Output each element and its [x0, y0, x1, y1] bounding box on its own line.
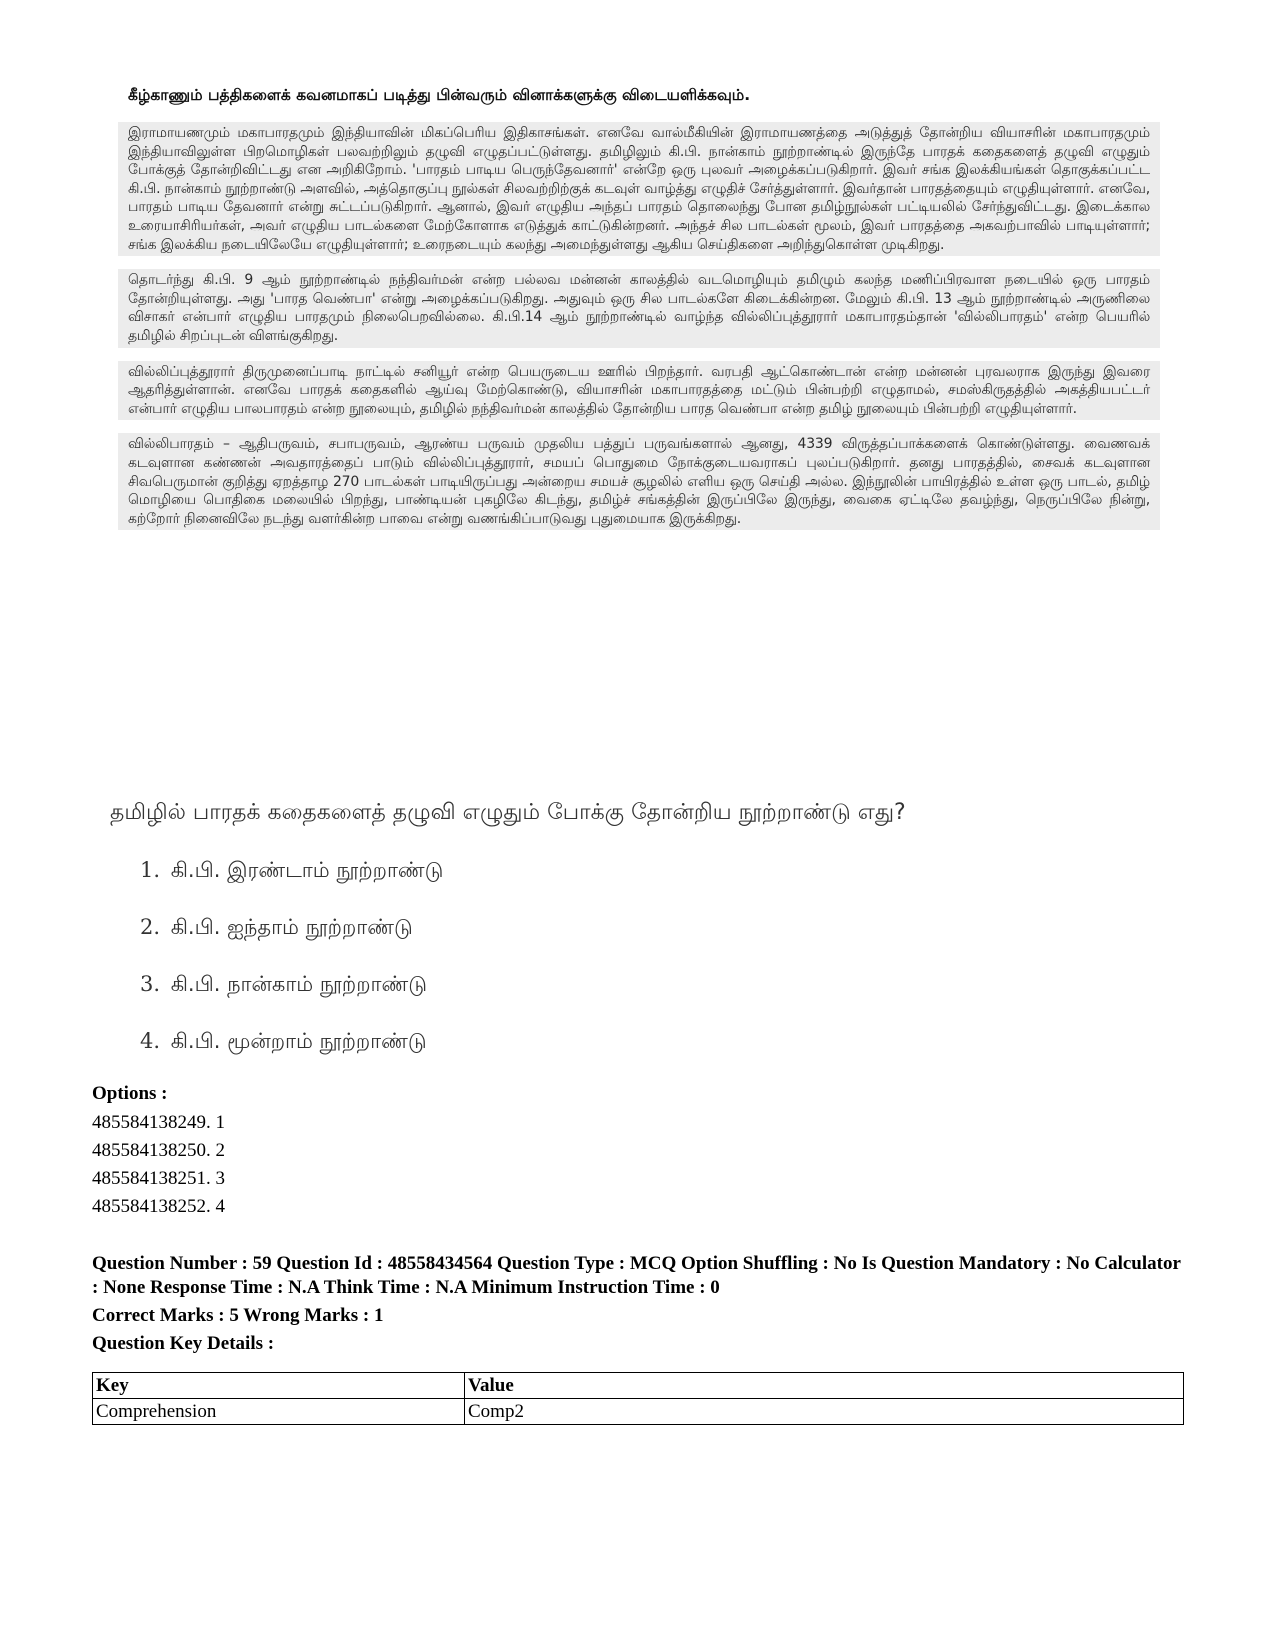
- question-meta: [92, 1252, 1182, 1360]
- table-header-value: Value: [465, 1373, 1184, 1399]
- option-id-line: 485584138252. 4: [92, 1196, 225, 1217]
- option-id-line: 485584138249. 1: [92, 1112, 225, 1133]
- table-header-key: Key: [93, 1373, 465, 1399]
- key-details-heading: Question Key Details :: [92, 1333, 275, 1354]
- choice-text: கி.பி. நான்காம் நூற்றாண்டு: [170, 972, 427, 996]
- choice-number: 3.: [140, 972, 161, 996]
- choice-item: [140, 858, 443, 915]
- choice-item: [140, 915, 443, 972]
- table-header-row: [93, 1373, 1184, 1399]
- table-cell-value: Comp2: [465, 1399, 1184, 1425]
- question-meta-line: Question Number : 59 Question Id : 48558434564 Question Type : MCQ Option Shuffling : No Is Question Mandatory : No Calculator : None Response Time : N.A Think Time : N.A Minimum Instruction Time : 0: [92, 1253, 1181, 1298]
- table-cell-key: Comprehension: [93, 1399, 465, 1425]
- choice-number: 4.: [140, 1029, 161, 1053]
- question-text: தமிழில் பாரதக் கதைகளைத் தழுவி எழுதும் போக்கு தோன்றிய நூற்றாண்டு எது?: [110, 800, 906, 825]
- marks-line: Correct Marks : 5 Wrong Marks : 1: [92, 1305, 384, 1326]
- table-row: [93, 1399, 1184, 1425]
- choice-text: கி.பி. ஐந்தாம் நூற்றாண்டு: [170, 915, 413, 939]
- passage-paragraph: வில்லிபாரதம் – ஆதிபருவம், சபாபருவம், ஆரண்ய பருவம் முதலிய பத்துப் பருவங்களால் ஆனது, 4339 விருத்தப்பாக்களைக் கொண்டுள்ளது. வைணவக் கடவுளான கண்ணன் அவதாரத்தைப் பாடும் வில்லிப்புத்தூரார், சமயப் பொதுமை நோக்குடையவராகப் புலப்படுகிறார். தனது பாரதத்தில், சைவக் கடவுளான சிவபெருமான் குறித்து ஏறத்தாழ 270 பாடல்கள் பாடியிருப்பது அன்றைய சமயச் சூழலில் எளிய ஒரு செய்தி அல்ல. இந்நூலின் பாயிரத்தில் உள்ள ஒரு பாடல், தமிழ் மொழியை பொதிகை மலையில் பிறந்து, பாண்டியன் புகழிலே கிடந்து, தமிழ்ச் சங்கத்தின் இருப்பிலே இருந்து, வைகை ஏட்டிலே தவழ்ந்து, நெருப்பிலே நின்று, கற்றோர் நினைவிலே நடந்து வளர்கின்ற பாவை என்று வணங்கிப்பாடுவது புதுமையாக இருக்கிறது.: [118, 433, 1160, 530]
- option-id-line: 485584138251. 3: [92, 1168, 225, 1189]
- choice-number: 2.: [140, 915, 161, 939]
- passage-paragraph: தொடர்ந்து கி.பி. 9 ஆம் நூற்றாண்டில் நந்திவர்மன் என்ற பல்லவ மன்னன் காலத்தில் வடமொழியும் தமிழும் கலந்த மணிப்பிரவாள நடையில் ஒரு பாரதம் தோன்றியுள்ளது. அது 'பாரத வெண்பா' என்று அழைக்கப்படுகிறது. அதுவும் ஒரு சில பாடல்களே கிடைக்கின்றன. மேலும் கி.பி. 13 ஆம் நூற்றாண்டில் அருணிலை விசாகர் என்பார் எழுதிய பாரதமும் நிலைபெறவில்லை. கி.பி.14 ஆம் நூற்றாண்டில் வாழ்ந்த வில்லிப்புத்தூரார் மகாபாரதம்தான் 'வில்லிபாரதம்' என்ற பெயரில் தமிழில் சிறப்புடன் விளங்குகிறது.: [118, 269, 1160, 347]
- options-block: [92, 1083, 225, 1221]
- choice-text: கி.பி. இரண்டாம் நூற்றாண்டு: [170, 858, 444, 882]
- choice-text: கி.பி. மூன்றாம் நூற்றாண்டு: [170, 1029, 427, 1053]
- option-id-line: 485584138250. 2: [92, 1140, 225, 1161]
- passage: [118, 86, 1160, 543]
- passage-paragraph: வில்லிப்புத்தூரார் திருமுனைப்பாடி நாட்டில் சனியூர் என்ற பெயருடைய ஊரில் பிறந்தார். வரபதி ஆட்கொண்டான் என்ற மன்னன் புரவலராக இருந்து இவரை ஆதரித்துள்ளான். எனவே பாரதக் கதைகளில் ஆய்வு மேற்கொண்டு, வியாசரின் மகாபாரதத்தை மட்டும் பின்பற்றி எழுதாமல், சமஸ்கிருதத்தில் அகத்தியபட்டர் என்பார் எழுதிய பாலபாரதம் என்ற நூலையும், தமிழில் நந்திவர்மன் காலத்தில் தோன்றிய பாரத வெண்பா என்ற தமிழ் நூலையும் பின்பற்றி எழுதியுள்ளார்.: [118, 361, 1160, 421]
- options-heading: Options :: [92, 1083, 168, 1104]
- choice-list: [140, 858, 443, 1086]
- choice-number: 1.: [140, 858, 161, 882]
- choice-item: [140, 972, 443, 1029]
- passage-paragraph: இராமாயணமும் மகாபாரதமும் இந்தியாவின் மிகப்பெரிய இதிகாசங்கள். எனவே வால்மீகியின் இராமாயணத்தை அடுத்துத் தோன்றிய வியாசரின் மகாபாரதமும் இந்தியாவிலுள்ள பிறமொழிகள் பலவற்றிலும் தழுவி எழுதப்பட்டுள்ளது. தமிழிலும் கி.பி. நான்காம் நூற்றாண்டில் இருந்தே பாரதக் கதைகளைத் தழுவி எழுதும் போக்குத் தோன்றிவிட்டது என அறிகிறோம். 'பாரதம் பாடிய பெருந்தேவனார்' என்றே ஒரு புலவர் அழைக்கப்படுகிறார். இவர் சங்க இலக்கியங்கள் தொகுக்கப்பட்ட கி.பி. நான்காம் நூற்றாண்டு அளவில், அத்தொகுப்பு நூல்கள் சிலவற்றிற்குக் கடவுள் வாழ்த்து எழுதிச் சேர்த்துள்ளார். இவர்தான் பாரதத்தையும் எழுதியுள்ளார். எனவே, பாரதம் பாடிய தேவனார் என்று சுட்டப்படுகிறார். ஆனால், இவர் எழுதிய அந்தப் பாரதம் தொலைந்து போன தமிழ்நூல்கள் பட்டியலில் சேர்ந்துவிட்டது. இடைக்கால உரையாசிரியர்கள், அவர் எழுதிய பாடல்களை மேற்கோளாக எடுத்துக் காட்டுகின்றனர். அந்தச் சில பாடல்கள் மூலம், இவர் பாரதத்தை அகவற்பாவில் பாடியுள்ளார்; சங்க இலக்கிய நடையிலேயே எழுதியுள்ளார்; உரைநடையும் கலந்து அமைந்துள்ளது ஆகிய செய்திகளை அறிந்துகொள்ள முடிகிறது.: [118, 122, 1160, 256]
- choice-item: [140, 1029, 443, 1086]
- key-details-table: [92, 1372, 1184, 1425]
- passage-instruction: கீழ்காணும் பத்திகளைக் கவனமாகப் படித்து பின்வரும் வினாக்களுக்கு விடையளிக்கவும்.: [128, 86, 751, 104]
